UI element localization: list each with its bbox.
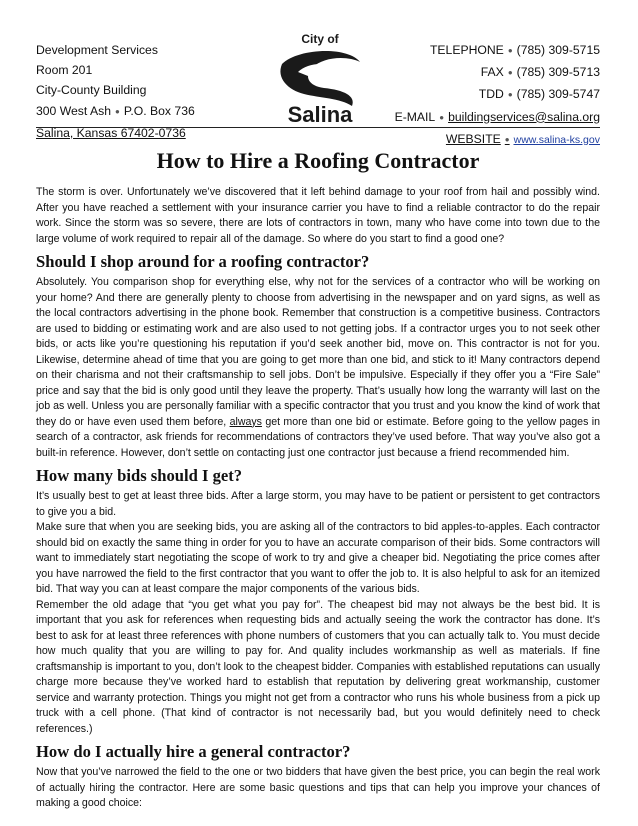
city-of-salina-logo — [268, 28, 372, 126]
document-body — [36, 148, 600, 812]
address-line: City-County Building — [36, 83, 147, 98]
logo-top-text: City of — [301, 32, 339, 46]
email-label: E-MAIL — [394, 109, 436, 124]
address-line: Salina, Kansas 67402-0736 — [36, 125, 186, 140]
website-label: WEBSITE — [445, 131, 501, 146]
page-title: How to Hire a Roofing Contractor — [156, 148, 480, 173]
street-address: 300 West Ash — [36, 103, 111, 118]
logo-name: Salina — [287, 102, 353, 126]
tdd-line — [395, 84, 600, 106]
emphasis-text: always — [229, 415, 262, 428]
intro-paragraph: The storm is over. Unfortunately we’ve discovered that it left behind damage to your roof from hail and possibly wind. After you have reached a settlement with your insurance carrier you have to find a reliable contractor to do the repair work. Since the storm was so severe, there are lots of contractors in town, many who have come into town due to the large volume of work required to repair all of the damage. So where do you start to find a good one? — [36, 186, 600, 245]
separator-dot: ● — [507, 68, 513, 78]
bids-paragraph-1: It’s usually best to get at least three bids. After a large storm, you may have to be patient or persistent to get contractors to give you a bid. — [36, 490, 600, 518]
letterhead — [36, 32, 600, 146]
section-heading-shop-around: Should I shop around for a roofing contractor? — [36, 252, 370, 271]
tdd-number: (785) 309-5747 — [516, 87, 600, 102]
separator-dot: ● — [507, 90, 513, 100]
section-heading-how-many-bids: How many bids should I get? — [36, 466, 243, 485]
address-line: Room 201 — [36, 63, 93, 78]
email-link[interactable]: buildingservices@salina.org — [448, 109, 600, 124]
po-box: P.O. Box 736 — [123, 103, 195, 118]
separator-dot: ● — [114, 106, 120, 116]
telephone-label: TELEPHONE — [429, 43, 504, 57]
fax-line — [395, 62, 600, 84]
paragraph-text: Absolutely. You comparison shop for everything else, why not for the services of a contractor who will be working on your home? And there are generally plenty to choose from advertising in the newspaper and on yard signs, as well as the local contractors advertising in the phone book. Remember that construction is a competitive business. Contractors are used to bidding or estimating work and are also used to not getting jobs. If a contractor urges you to not seek other bids, or acts like you’re questioning his reputation if you’d seek another bid, move on. This contractor is not for you. Likewise, determine ahead of time that you are going to get more than one bid, and stick to it! Many contractors depend on their charisma and not their craftsmanship to sell jobs. Don’t be impulsive. Especially if they offer you a “Fire Sale” price and say that the bid is only good until they leave the property. That’s usually how long the warranty will last on the job as well. Unless you are personally familiar with a specific contractor that you trust and you know the kind of work that they do or have even used them before, — [36, 276, 600, 428]
bids-paragraph-3: Remember the old adage that “you get what you pay for”. The cheapest bid may not always be the best bid. It is important that you ask for references when requesting bids and actually seeing the work the contractor has done. It’s best to ask for at least three references with phone numbers of customers that you can actually talk to. You must decide how much quality that you are willing to pay for. And quality includes workmanship as well as materials. If fine craftsmanship is important to you, don’t look to the cheapest bidder. Companies with established reputations can usually charge more because they’ve worked hard to establish that reputation by delivering great workmanship, customer service and warranty protection. Things you might not get from a contractor who runs his whole business from a pick up truck with a cell phone. (That kind of contractor is not necessarily bad, but you would definitely need to check references.) — [36, 598, 600, 735]
separator-dot: ● — [507, 46, 513, 55]
shop-around-paragraph — [36, 275, 600, 461]
paragraph-text: get more than one bid or estimate. Before going to the yellow pages in search of a contractor, ask friends for recommendations of contractors they’ve used before. That way you’ve also got a built-in reference. However, don’t settle on contacting just one contractor just because a friend recommended him. — [36, 415, 600, 459]
section-heading-hire-contractor: How do I actually hire a general contractor? — [36, 742, 351, 761]
logo-swoosh-icon — [280, 51, 360, 106]
separator-dot: ● — [439, 112, 445, 122]
header-divider — [36, 127, 600, 128]
email-line — [395, 107, 600, 129]
telephone-line — [395, 40, 600, 62]
contact-block — [395, 40, 600, 151]
website-link[interactable]: www.salina-ks.gov — [513, 133, 600, 146]
telephone-number: (785) 309-5715 — [516, 43, 600, 57]
fax-label: FAX — [480, 65, 504, 80]
tdd-label: TDD — [478, 87, 504, 102]
fax-number: (785) 309-5713 — [516, 65, 600, 80]
hire-paragraph: Now that you’ve narrowed the field to the one or two bidders that have given the best price, you can begin the real work of actually hiring the contractor. Here are some basic questions and tips that can help you improve your chances of making a good choice: — [36, 766, 600, 809]
separator-dot: ● — [504, 134, 510, 144]
address-line: Development Services — [36, 43, 158, 57]
bids-paragraph-2: Make sure that when you are seeking bids, you are asking all of the contractors to bid apples-to-apples. Each contractor should bid on exactly the same thing in order for you to have an accurate comparison of their bids. Some contractors will want to immediately start negotiating the scope of work to try and give a cheaper bid. Negotiating the price comes after you have narrowed the field to the first contractor that you want to offer the job to. It is also helpful to ask for an itemized bid. That way you can at least compare the major components of the various bids. — [36, 521, 600, 595]
address-line — [36, 101, 195, 123]
